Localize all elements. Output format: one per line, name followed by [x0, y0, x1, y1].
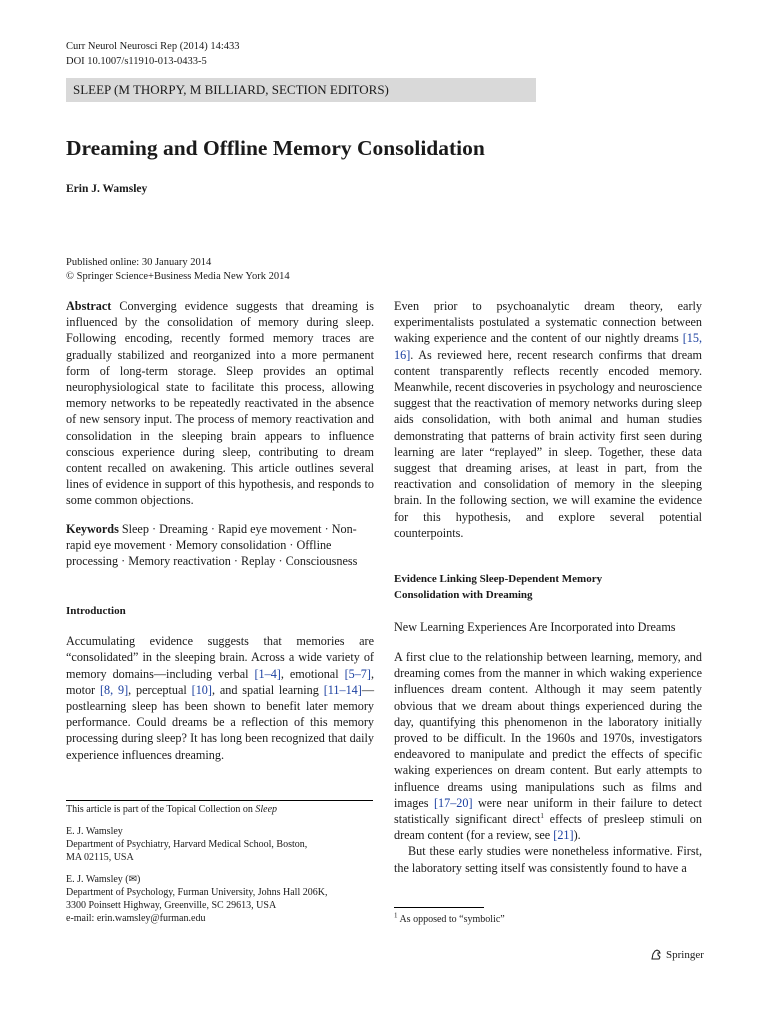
footnote-text: As opposed to “symbolic”	[399, 914, 505, 925]
affiliation-line: MA 02115, USA	[66, 852, 134, 863]
affiliation-line: Department of Psychiatry, Harvard Medical School, Boston,	[66, 839, 308, 850]
section-heading-line: Consolidation with Dreaming	[394, 589, 533, 602]
intro-text: Accumulating evidence suggests that memories are “consolidated” in the sleeping brain. Across a wide variety of memory domains—including verbal	[66, 634, 374, 681]
affiliation-1	[66, 825, 374, 864]
right-paragraph-1	[394, 298, 702, 541]
citation-link[interactable]: [11–14]	[323, 682, 362, 697]
section-heading	[394, 571, 702, 603]
subsection-heading: New Learning Experiences Are Incorporated into Dreams	[394, 620, 676, 635]
footnote	[394, 913, 505, 926]
affiliation-2	[66, 873, 374, 925]
footnote-number: 1	[394, 911, 398, 920]
body-text: A first clue to the relationship between learning, memory, and dreaming comes from the manner in which waking experience influences dream content. Although it may seem patently obvious that we dream about things experienced during the day, quantifying this phenomenon in the laboratory initially proved to be difficult. In the 1960s and 1970s, investigators endeavored to manipulate and predict the effects of specific waking experiences on dream content. But early attempts to influence dreams using manipulations such as films and images	[394, 650, 702, 810]
intro-text: , perceptual	[128, 682, 187, 697]
intro-text: , emotional	[280, 666, 339, 681]
keywords-label: Keywords	[66, 521, 119, 536]
introduction-heading: Introduction	[66, 605, 126, 618]
body-text: Even prior to psychoanalytic dream theory, early experimentalists postulated a systematic connection between waking experience and the content of our nightly dreams	[394, 299, 702, 346]
topical-collection-note	[66, 803, 374, 816]
published-date: Published online: 30 January 2014	[66, 257, 212, 268]
intro-text: , and spatial learning	[211, 682, 319, 697]
email-address[interactable]: e-mail: erin.wamsley@furman.edu	[66, 913, 206, 924]
intro-text: —postlearning sleep has been shown to benefit later memory performance. Could dreams be a reflection of this memory processing during sleep? It has long been recognized that daily experience influences dreaming.	[66, 682, 375, 762]
keywords	[66, 521, 374, 570]
right-paragraph-2	[394, 649, 702, 843]
body-text: ).	[573, 828, 581, 843]
left-column	[66, 298, 374, 763]
footnote-box	[66, 803, 374, 925]
copyright-line: © Springer Science+Business Media New York 2014	[66, 271, 290, 282]
right-column	[394, 298, 702, 876]
citation-link[interactable]: [21]	[553, 828, 574, 843]
footnote-marker[interactable]: 1	[540, 812, 544, 821]
affiliation-line: Department of Psychology, Furman University, Johns Hall 206K,	[66, 887, 328, 898]
body-text: effects of presleep stimuli on dream content (for a review, see	[394, 812, 702, 843]
footnote-rule	[394, 907, 484, 908]
citation-link[interactable]: [8, 9]	[99, 682, 129, 697]
citation-link[interactable]: [1–4]	[254, 666, 281, 681]
introduction-paragraph	[66, 633, 374, 763]
body-text: were near uniform in their failure to detect statistically significant direct	[394, 795, 702, 827]
author-name: Erin J. Wamsley	[66, 183, 148, 195]
affiliation-line: 3300 Poinsett Highway, Greenville, SC 29613, USA	[66, 900, 277, 911]
collection-topic: Sleep	[255, 804, 278, 815]
abstract-label: Abstract	[66, 299, 112, 313]
publisher-name: Springer	[666, 948, 704, 961]
abstract	[66, 298, 374, 509]
intro-text: , motor	[66, 666, 375, 697]
keywords-text: Sleep · Dreaming · Rapid eye movement · Non-rapid eye movement · Memory consolidation · Offline processing · Memory reactivation · Replay · Consciousness	[66, 521, 358, 569]
citation-link[interactable]: [10]	[191, 682, 212, 697]
article-title: Dreaming and Offline Memory Consolidation	[66, 136, 485, 160]
doi: DOI 10.1007/s11910-013-0433-5	[66, 56, 207, 67]
affiliation-name: E. J. Wamsley	[66, 826, 123, 837]
right-paragraph-3: But these early studies were nonetheless informative. First, the laboratory setting itself was consistently found to have a	[394, 844, 702, 875]
publisher-logo	[650, 948, 704, 961]
citation-link[interactable]: [17–20]	[433, 795, 473, 810]
citation-link[interactable]: [15, 16]	[394, 331, 702, 362]
springer-horse-icon	[650, 948, 663, 961]
affiliation-name: E. J. Wamsley (✉)	[66, 874, 141, 885]
collection-prefix: This article is part of the Topical Collection on	[66, 804, 253, 815]
journal-citation: Curr Neurol Neurosci Rep (2014) 14:433	[66, 41, 240, 52]
body-text: . As reviewed here, recent research confirms that dream content transparently reflects recently encoded memory. Meanwhile, recent discoveries in psychology and neuroscience suggest that the reactivation of memory networks during sleep aids consolidation, with both animal and human studies demonstrating that patterns of brain activity first seen during learning are later “replayed” in sleep. Together, these data suggest that dreaming arises, at least in part, from the reactivation and consolidation of memory in the sleeping brain. In the following section, we will examine the evidence for this hypothesis, and explore several potential counterpoints.	[394, 347, 702, 540]
section-heading-line: Evidence Linking Sleep-Dependent Memory	[394, 573, 603, 586]
section-banner: SLEEP (M THORPY, M BILLIARD, SECTION EDITORS)	[66, 78, 536, 102]
citation-link[interactable]: [5–7]	[344, 666, 371, 681]
abstract-text: Converging evidence suggests that dreaming is influenced by the consolidation of memory during sleep. Following encoding, recently formed memory traces are gradually stabilized and reorganized into a more permanent form of long-term storage. Sleep provides an optimal neurophysiological state to facilitate this process, allowing memory networks to be repeatedly reactivated in the absence of new sensory input. The process of memory reactivation and consolidation in the sleeping brain appears to influence conscious experience during sleep, contributing to dream content recalled on awakening. This article outlines several lines of evidence in support of this hypothesis, and responds to some common objections.	[66, 299, 374, 508]
footnote-divider	[66, 800, 373, 801]
